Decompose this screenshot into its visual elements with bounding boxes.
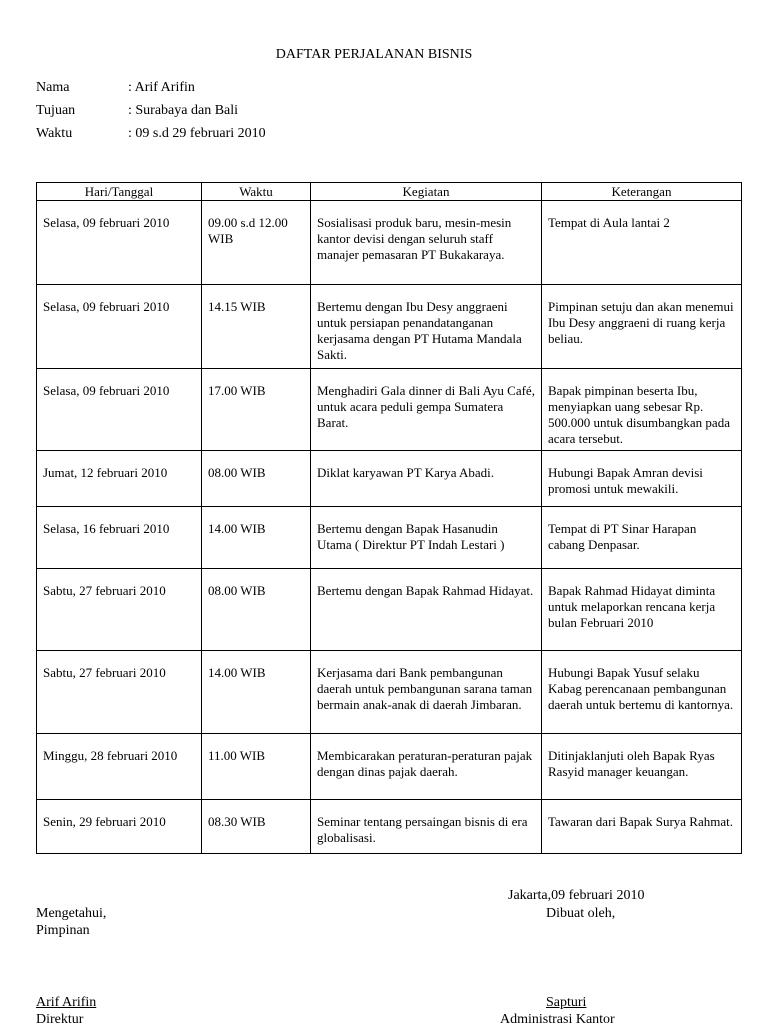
table-row xyxy=(37,201,742,285)
signature-right-name: Sapturi xyxy=(546,995,587,1010)
cell-note: Tawaran dari Bapak Surya Rahmat. xyxy=(542,800,742,854)
cell-date: Selasa, 09 februari 2010 xyxy=(37,369,202,451)
cell-time: 14.15 WIB xyxy=(202,285,311,369)
cell-note: Hubungi Bapak Amran devisi promosi untuk mewakili. xyxy=(542,451,742,507)
signature-left-name: Arif Arifin xyxy=(36,995,97,1010)
info-label: Tujuan xyxy=(36,103,76,118)
cell-note: Hubungi Bapak Yusuf selaku Kabag perencanaan pembangunan daerah untuk bertemu di kantornya. xyxy=(542,651,742,734)
table-header-row xyxy=(37,183,742,201)
table-row xyxy=(37,507,742,569)
header-time: Waktu xyxy=(202,183,311,201)
cell-activity: Sosialisasi produk baru, mesin-mesin kantor devisi dengan seluruh staff manajer pemasaran PT Bukakaraya. xyxy=(311,201,542,285)
cell-note: Tempat di PT Sinar Harapan cabang Denpasar. xyxy=(542,507,742,569)
cell-activity: Bertemu dengan Bapak Hasanudin Utama ( Direktur PT Indah Lestari ) xyxy=(311,507,542,569)
table-row xyxy=(37,451,742,507)
info-value: : Arif Arifin xyxy=(128,80,195,95)
cell-note: Bapak pimpinan beserta Ibu, menyiapkan uang sebesar Rp. 500.000 untuk disumbangkan pada acara tersebut. xyxy=(542,369,742,451)
cell-note: Pimpinan setuju dan akan menemui Ibu Desy anggraeni di ruang kerja beliau. xyxy=(542,285,742,369)
cell-time: 08.00 WIB xyxy=(202,451,311,507)
cell-date: Sabtu, 27 februari 2010 xyxy=(37,651,202,734)
cell-date: Senin, 29 februari 2010 xyxy=(37,800,202,854)
info-time-row xyxy=(36,126,266,142)
cell-date: Selasa, 16 februari 2010 xyxy=(37,507,202,569)
table-row xyxy=(37,569,742,651)
cell-date: Selasa, 09 februari 2010 xyxy=(37,201,202,285)
cell-date: Selasa, 09 februari 2010 xyxy=(37,285,202,369)
info-label: Waktu xyxy=(36,126,73,141)
table-row xyxy=(37,800,742,854)
signature-left-title: Direktur xyxy=(36,1012,84,1027)
cell-note: Bapak Rahmad Hidayat diminta untuk melaporkan rencana kerja bulan Februari 2010 xyxy=(542,569,742,651)
info-name-row xyxy=(36,80,195,96)
info-label: Nama xyxy=(36,80,70,95)
signature-acknowledged: Mengetahui, xyxy=(36,906,107,921)
cell-time: 11.00 WIB xyxy=(202,734,311,800)
cell-activity: Bertemu dengan Bapak Rahmad Hidayat. xyxy=(311,569,542,651)
cell-date: Jumat, 12 februari 2010 xyxy=(37,451,202,507)
cell-activity: Seminar tentang persaingan bisnis di era globalisasi. xyxy=(311,800,542,854)
cell-time: 17.00 WIB xyxy=(202,369,311,451)
header-date: Hari/Tanggal xyxy=(37,183,202,201)
table-row xyxy=(37,734,742,800)
signature-right-title: Administrasi Kantor xyxy=(500,1012,615,1027)
info-destination-row xyxy=(36,103,238,119)
table-row xyxy=(37,651,742,734)
cell-activity: Kerjasama dari Bank pembangunan daerah untuk pembangunan sarana taman bermain anak-anak di daerah Jimbaran. xyxy=(311,651,542,734)
cell-date: Sabtu, 27 februari 2010 xyxy=(37,569,202,651)
cell-time: 09.00 s.d 12.00 WIB xyxy=(202,201,311,285)
cell-time: 08.00 WIB xyxy=(202,569,311,651)
signature-place-date: Jakarta,09 februari 2010 xyxy=(508,888,645,903)
cell-activity: Membicarakan peraturan-peraturan pajak dengan dinas pajak daerah. xyxy=(311,734,542,800)
signature-leader-label: Pimpinan xyxy=(36,923,90,938)
info-value: : Surabaya dan Bali xyxy=(128,103,239,118)
cell-date: Minggu, 28 februari 2010 xyxy=(37,734,202,800)
cell-time: 14.00 WIB xyxy=(202,507,311,569)
table-row xyxy=(37,369,742,451)
cell-activity: Menghadiri Gala dinner di Bali Ayu Café, untuk acara peduli gempa Sumatera Barat. xyxy=(311,369,542,451)
cell-activity: Bertemu dengan Ibu Desy anggraeni untuk persiapan penandatanganan kerjasama dengan PT Hutama Mandala Sakti. xyxy=(311,285,542,369)
cell-note: Ditinjaklanjuti oleh Bapak Ryas Rasyid manager keuangan. xyxy=(542,734,742,800)
cell-time: 14.00 WIB xyxy=(202,651,311,734)
schedule-table xyxy=(36,182,742,854)
cell-activity: Diklat karyawan PT Karya Abadi. xyxy=(311,451,542,507)
info-value: : 09 s.d 29 februari 2010 xyxy=(128,126,266,141)
header-note: Keterangan xyxy=(542,183,742,201)
cell-note: Tempat di Aula lantai 2 xyxy=(542,201,742,285)
table-row xyxy=(37,285,742,369)
signature-prepared-by: Dibuat oleh, xyxy=(546,906,616,921)
header-activity: Kegiatan xyxy=(311,183,542,201)
cell-time: 08.30 WIB xyxy=(202,800,311,854)
document-title: DAFTAR PERJALANAN BISNIS xyxy=(275,47,473,62)
